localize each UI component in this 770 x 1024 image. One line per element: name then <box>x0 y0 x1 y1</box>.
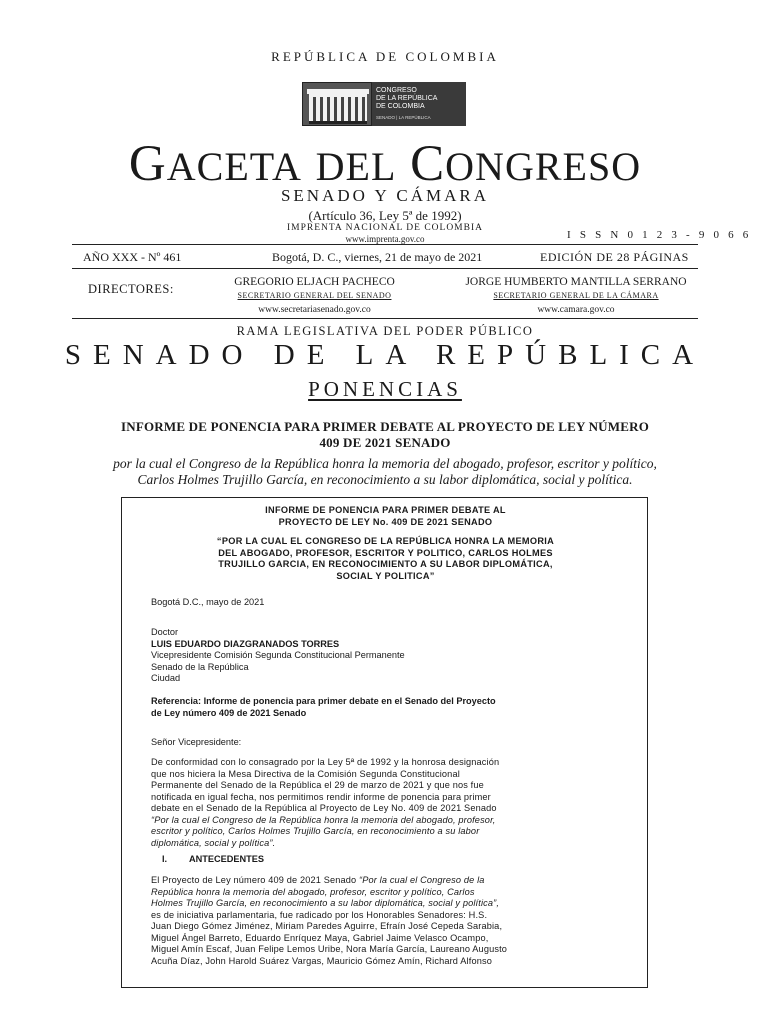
title-del: DEL <box>315 144 397 189</box>
paragraph-span: “Por la cual el Congreso de la <box>359 875 485 885</box>
paragraph-line: De conformidad con lo consagrado por la Ley 5ª de 1992 y la honrosa designación <box>151 757 500 767</box>
box-heading-line: INFORME DE PONENCIA PARA PRIMER DEBATE AL <box>265 505 506 515</box>
antecedentes-paragraph <box>151 875 618 967</box>
informe-title-line: INFORME DE PONENCIA PARA PRIMER DEBATE AL PROYECTO DE LEY NÚMERO <box>120 419 650 434</box>
title-c: C <box>410 136 446 192</box>
fecha-edicion: Bogotá, D. C., viernes, 21 de mayo de 2021 <box>272 250 483 264</box>
informe-subtitle-line: Carlos Holmes Trujillo García, en reconocimiento a su labor diplomática, social y política. <box>137 472 633 487</box>
paragraph-line: diplomática, social y política”. <box>151 837 276 848</box>
paragraph-line: escritor y político, Carlos Holmes Trujillo García, en reconocimiento a su labor <box>151 826 480 836</box>
title-g: G <box>128 136 167 192</box>
logo-line-1: CONGRESO <box>376 87 417 94</box>
paragraph-line: Miguel Amín Escaf, Juan Felipe Lemos Uribe, Nora María García, Laureano Augusto <box>151 944 508 954</box>
ponencia-document-box <box>121 497 648 988</box>
box-heading <box>122 505 649 528</box>
referencia-line: de Ley número 409 de 2021 Senado <box>151 707 307 718</box>
section-number: I. <box>162 854 168 864</box>
section-title: ANTECEDENTES <box>189 854 265 864</box>
paragraph-line: “Por la cual el Congreso de la República honra la memoria del abogado, profesor, <box>151 814 496 825</box>
paragraph-span: El Proyecto de Ley número 409 de 2021 Senado <box>151 875 359 885</box>
paragraph-line: Miguel Ángel Barreto, Eduardo Enríquez Maya, Gabriel Jaime Velasco Ocampo, <box>151 932 489 943</box>
addressee-line: Senado de la República <box>151 661 249 672</box>
letter-referencia <box>151 696 618 719</box>
box-quote-line: “POR LA CUAL EL CONGRESO DE LA REPÚBLICA HONRA LA MEMORIA <box>216 536 555 546</box>
edicion-paginas: EDICIÓN DE 28 PÁGINAS <box>540 250 689 264</box>
section-ponencias <box>0 377 770 402</box>
paragraph-line: República honra la memoria del abogado, profesor, escritor y político, Carlos <box>151 886 475 897</box>
logo-line-2: DE LA REPÚBLICA <box>376 95 438 102</box>
director-2-website: www.camara.gov.co <box>537 305 615 315</box>
paragraph-line: que nos hiciera la Mesa Directiva de la Comisión Segunda Constitucional <box>151 768 460 779</box>
imprenta-website: www.imprenta.gov.co <box>345 234 425 244</box>
ponencias-label: PONENCIAS <box>308 377 462 401</box>
issn: I S S N 0 1 2 3 - 9 0 6 6 <box>567 229 752 241</box>
director-2-title: SECRETARIO GENERAL DE LA CÁMARA <box>493 291 659 300</box>
paragraph-line: Juan Diego Gómez Jiménez, Miriam Paredes Aguirre, Efraín José Cepeda Sarabia, <box>151 921 503 931</box>
letter-date: Bogotá D.C., mayo de 2021 <box>151 597 265 607</box>
articulo-ley: (Artículo 36, Ley 5ª de 1992) <box>308 208 462 223</box>
rama-legislativa: RAMA LEGISLATIVA DEL PODER PÚBLICO <box>236 324 534 338</box>
addressee-line: Ciudad <box>151 673 181 683</box>
letter-paragraph-1 <box>151 757 618 849</box>
directores-label: DIRECTORES: <box>88 282 174 296</box>
logo-text-panel <box>372 82 466 126</box>
title-aceta: ACETA <box>166 144 302 189</box>
box-quote-title <box>122 536 649 582</box>
paragraph-line <box>151 875 618 887</box>
box-quote-line: DEL ABOGADO, PROFESOR, ESCRITOR Y POLITICO, CARLOS HOLMES <box>218 547 553 558</box>
informe-subtitle <box>0 456 770 488</box>
logo-line-3: DE COLOMBIA <box>376 103 425 110</box>
addressee-name: LUIS EDUARDO DIAZGRANADOS TORRES <box>151 638 340 649</box>
divider <box>72 244 698 245</box>
republica-de-colombia: REPÚBLICA DE COLOMBIA <box>271 49 499 64</box>
senado-y-camara: SENADO Y CÁMARA <box>280 186 490 205</box>
paragraph-line: es de iniciativa parlamentaria, fue radicado por los Honorables Senadores: H.S. <box>151 909 488 920</box>
referencia-line: Referencia: Informe de ponencia para primer debate en el Senado del Proyecto <box>151 696 496 706</box>
letter-addressee-block <box>151 627 618 685</box>
paragraph-line: debate en el Senado de la República al Proyecto de Ley No. 409 de 2021 Senado <box>151 803 497 813</box>
director-1-website: www.secretariasenado.gov.co <box>258 305 371 315</box>
box-quote-line: SOCIAL Y POLITICA” <box>336 570 435 581</box>
paragraph-line: notificada en igual fecha, nos permitimos rendir informe de ponencia para primer <box>151 791 491 802</box>
director-2-name: JORGE HUMBERTO MANTILLA SERRANO <box>465 276 687 288</box>
paragraph-line: Holmes Trujillo García, en reconocimiento a su labor diplomática, social y política”, <box>151 898 500 908</box>
capitol-building-icon <box>302 82 372 126</box>
informe-title-line: 409 DE 2021 SENADO <box>319 435 451 450</box>
title-ongreso: ONGRESO <box>445 144 642 189</box>
logo-line-4: SENADO | LA REPÚBLICA <box>376 115 431 120</box>
box-heading-line: PROYECTO DE LEY No. 409 DE 2021 SENADO <box>278 516 493 527</box>
ano-numero: AÑO XXX - Nº 461 <box>83 250 182 264</box>
senado-de-la-republica: SENADO DE LA REPÚBLICA <box>64 339 706 371</box>
paragraph-line: Acuña Díaz, John Harold Suárez Vargas, Mauricio Gómez Amín, Richard Alfonso <box>151 955 492 966</box>
addressee-salutation: Doctor <box>151 627 179 637</box>
congreso-logo <box>302 82 466 126</box>
addressee-line: Vicepresidente Comisión Segunda Constitucional Permanente <box>151 650 405 660</box>
section-antecedentes-heading <box>151 854 618 866</box>
informe-subtitle-line: por la cual el Congreso de la República honra la memoria del abogado, profesor, escritor y político, <box>113 456 657 471</box>
director-1-title: SECRETARIO GENERAL DEL SENADO <box>237 291 392 300</box>
informe-title <box>0 419 770 451</box>
divider <box>72 318 698 319</box>
imprenta-nacional: IMPRENTA NACIONAL DE COLOMBIA <box>287 223 483 233</box>
director-1-name: GREGORIO ELJACH PACHECO <box>234 276 395 288</box>
paragraph-line: Permanente del Senado de la República el 29 de marzo de 2021 y que nos fue <box>151 780 484 790</box>
divider <box>72 268 698 269</box>
box-quote-line: TRUJILLO GARCIA, EN RECONOCIMIENTO A SU LABOR DIPLOMÁTICA, <box>218 559 553 569</box>
letter-greeting: Señor Vicepresidente: <box>151 737 242 747</box>
